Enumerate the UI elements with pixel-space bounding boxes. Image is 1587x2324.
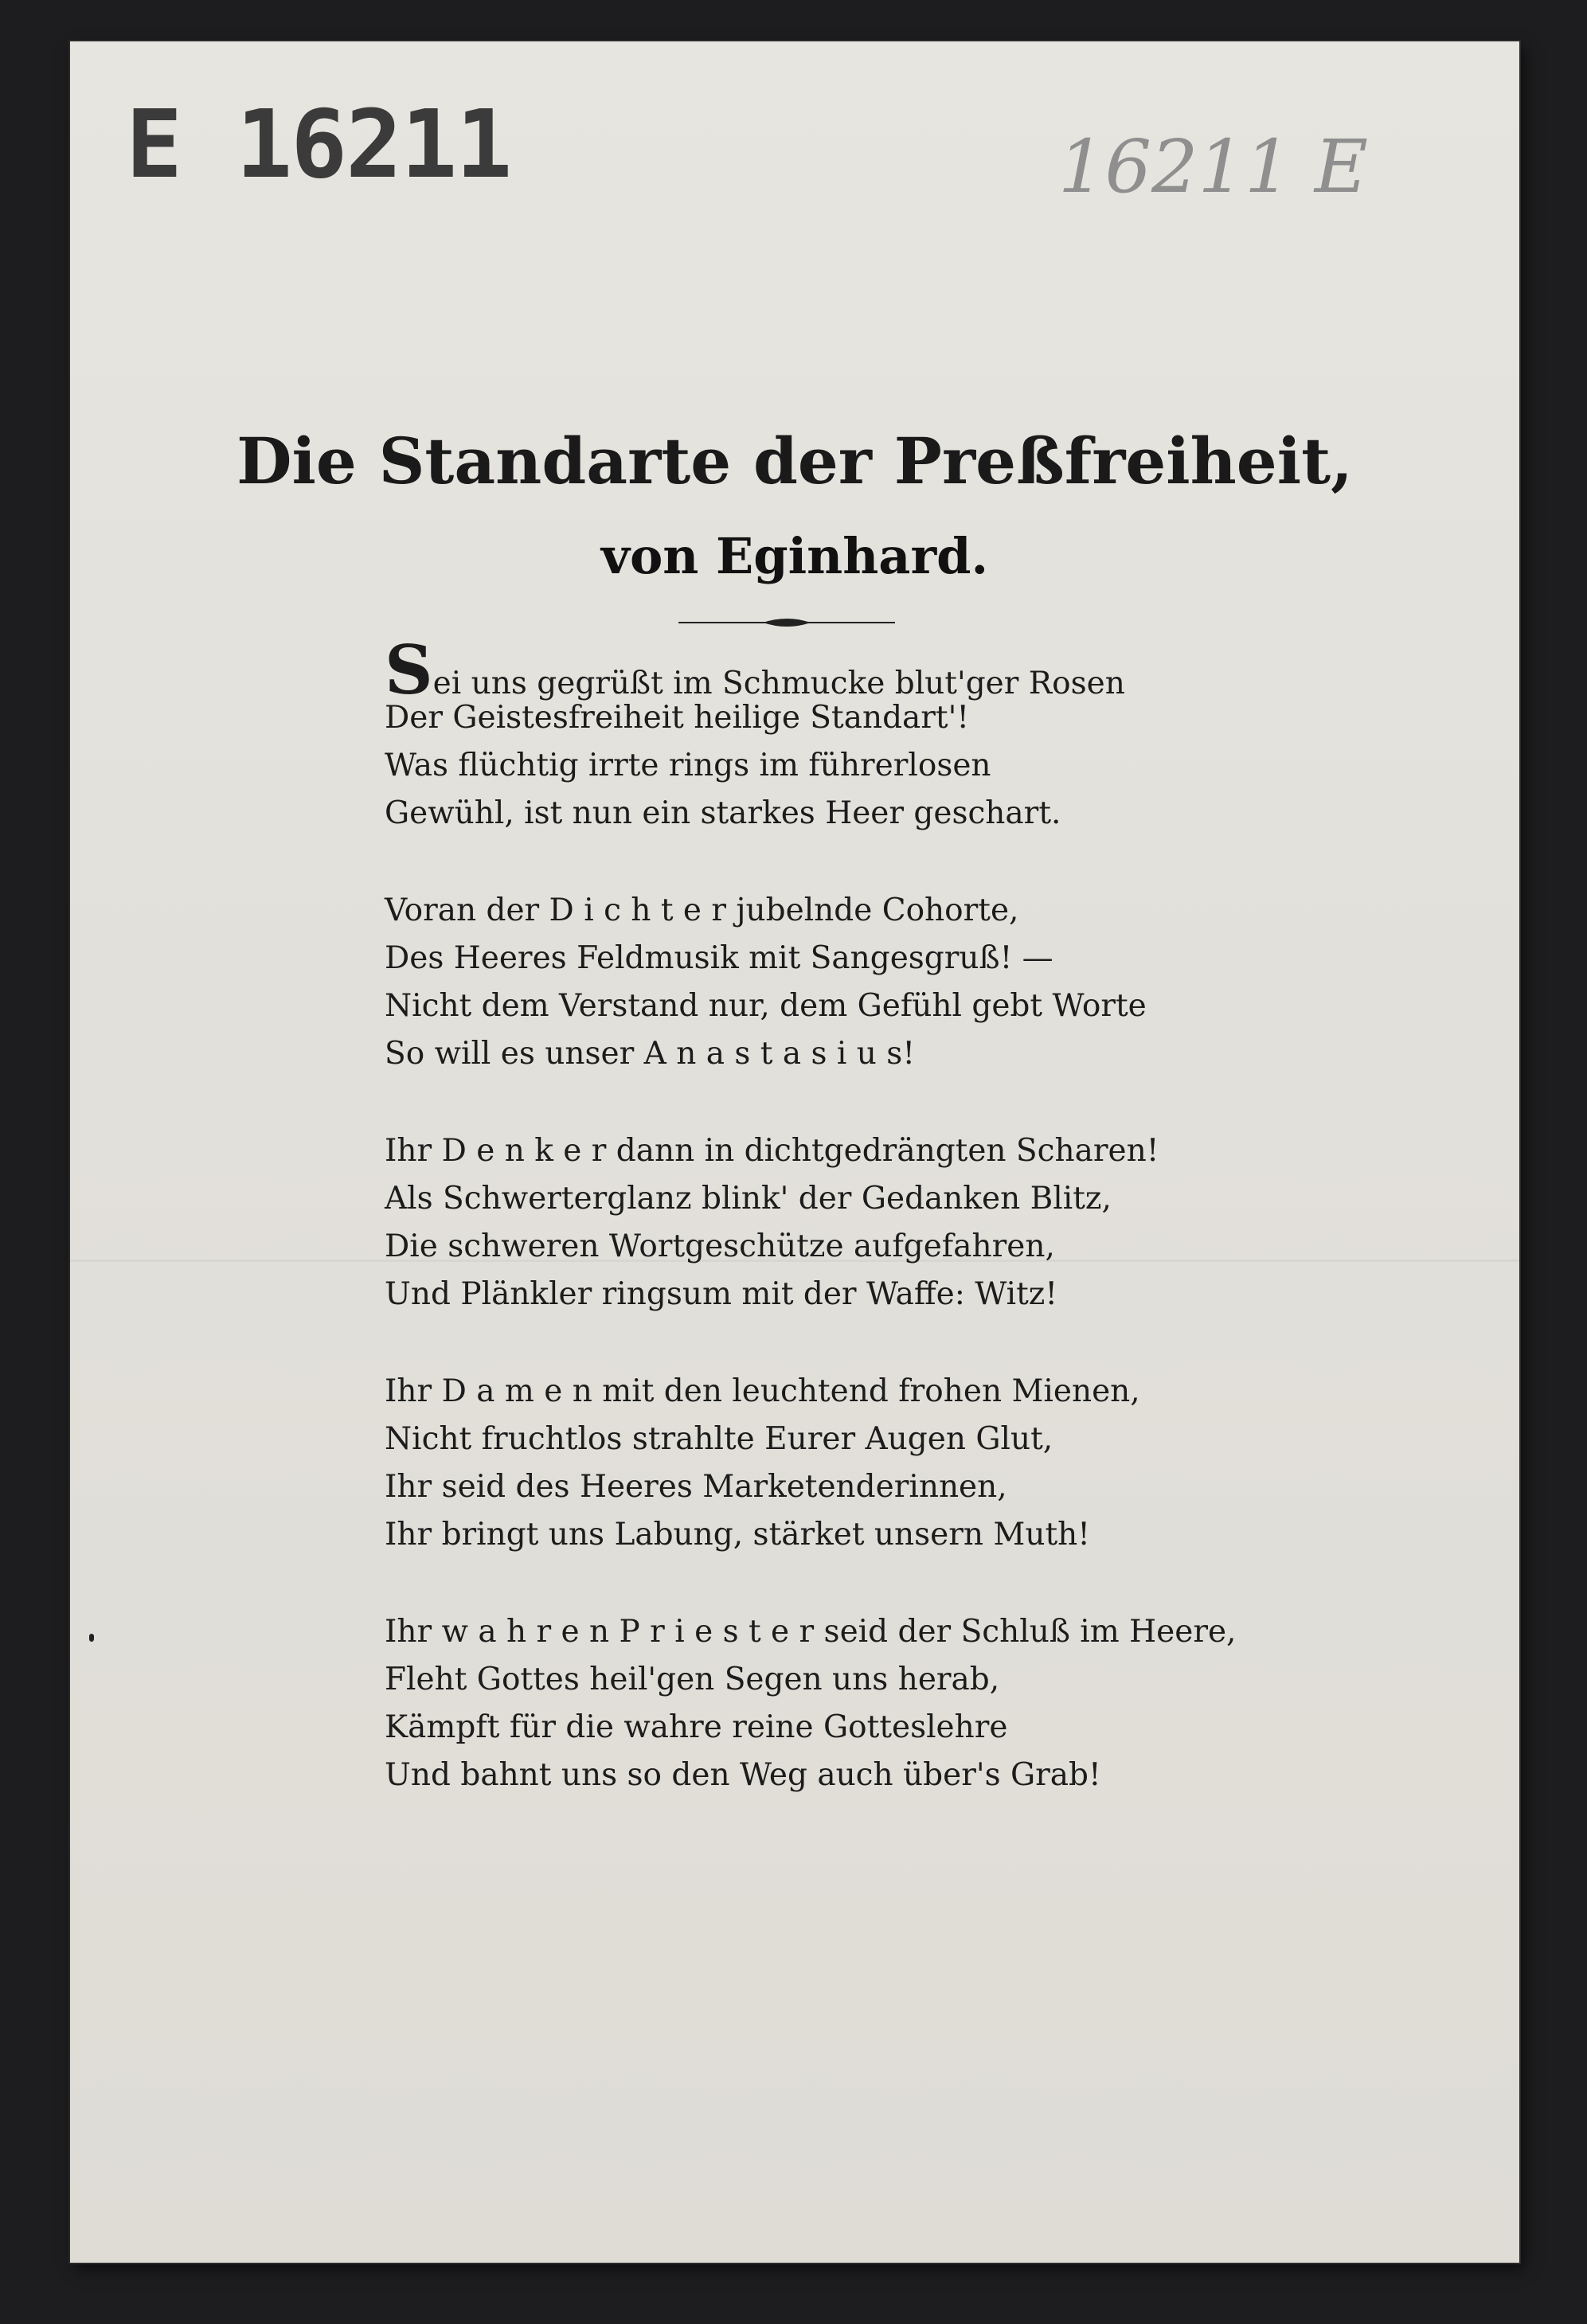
poem-byline: von Eginhard. — [600, 527, 989, 585]
poem-line: Voran der D i c h t e r jubelnde Cohorte, — [385, 892, 1019, 928]
poem-line: Und bahnt uns so den Weg auch über's Grab! — [385, 1757, 1101, 1793]
poem-line: Kämpft für die wahre reine Gotteslehre — [385, 1709, 1008, 1745]
stanza — [385, 631, 1276, 838]
poem-line: Gewühl, ist nun ein starkes Heer geschart. — [385, 795, 1061, 831]
poem-line: Als Schwerterglanz blink' der Gedanken Blitz, — [385, 1181, 1112, 1217]
poem-line: Die schweren Wortgeschütze aufgefahren, — [385, 1228, 1055, 1264]
drop-cap: S — [385, 631, 433, 709]
handwritten-note: 16211 E — [1057, 124, 1368, 209]
poem-line: Ihr seid des Heeres Marketenderinnen, — [385, 1469, 1007, 1505]
poem-line: Ihr D e n k e r dann in dichtgedrängten Scharen! — [385, 1133, 1159, 1169]
poem-line: Des Heeres Feldmusik mit Sangesgruß! — — [385, 940, 1053, 976]
archive-stamp-number: E 16211 — [126, 89, 511, 199]
poem-title: Die Standarte der Preßfreiheit, — [236, 424, 1353, 498]
poem-line: Ihr bringt uns Labung, stärket unsern Muth! — [385, 1517, 1090, 1553]
ornamental-divider — [675, 615, 898, 631]
poem-body — [385, 631, 1276, 1849]
poem-line: Ihr D a m e n mit den leuchtend frohen Mienen, — [385, 1373, 1140, 1409]
document-page — [70, 41, 1519, 2263]
stanza — [385, 1368, 1276, 1559]
poem-line: Nicht fruchtlos strahlte Eurer Augen Glut, — [385, 1421, 1053, 1457]
poem-line: Und Plänkler ringsum mit der Waffe: Witz! — [385, 1276, 1058, 1312]
poem-line: Nicht dem Verstand nur, dem Gefühl gebt Worte — [385, 988, 1147, 1024]
stanza — [385, 1608, 1276, 1799]
stanza — [385, 1127, 1276, 1318]
ink-speck — [89, 1634, 94, 1642]
poem-line — [385, 631, 1276, 709]
poem-line: So will es unser A n a s t a s i u s! — [385, 1036, 915, 1072]
poem-line: Fleht Gottes heil'gen Segen uns herab, — [385, 1662, 1000, 1697]
poem-line: Der Geistesfreiheit heilige Standart'! — [385, 700, 969, 736]
poem-line-text: ei uns gegrüßt im Schmucke blut'ger Rosen — [432, 666, 1125, 701]
poem-line: Ihr w a h r e n P r i e s t e r seid der Schluß im Heere, — [385, 1614, 1237, 1650]
stanza — [385, 887, 1276, 1078]
poem-line: Was flüchtig irrte rings im führerlosen — [385, 748, 991, 783]
